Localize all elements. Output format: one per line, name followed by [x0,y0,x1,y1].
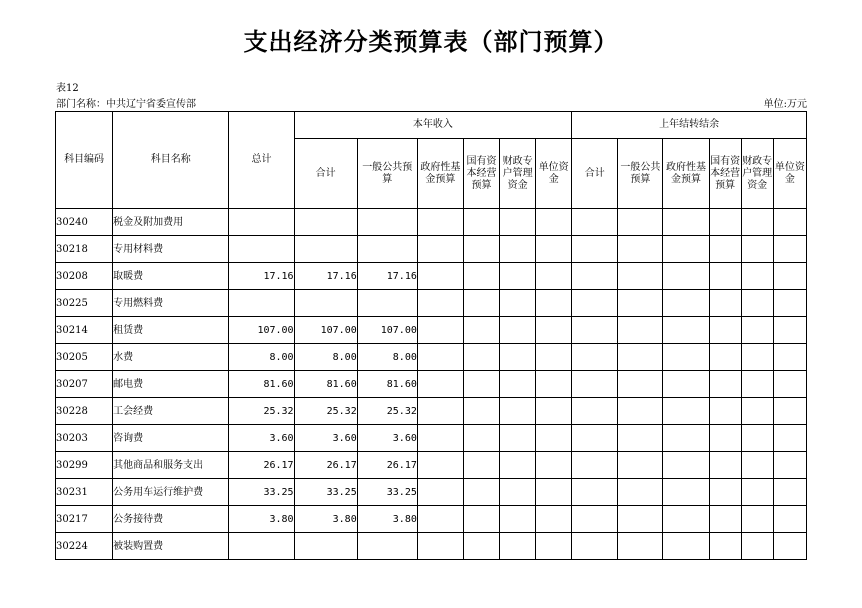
empty-cell [618,506,663,533]
empty-cell [417,344,463,371]
header-prev-sum: 合计 [572,139,618,209]
empty-cell [500,209,536,236]
row-sum: 33.25 [294,479,357,506]
empty-cell [572,236,618,263]
empty-cell [463,398,499,425]
empty-cell [463,371,499,398]
empty-cell [663,263,709,290]
row-total: 26.17 [229,452,294,479]
table-row [56,236,807,263]
empty-cell [463,533,499,560]
header-cur-state-capital: 国有资本经营预算 [463,139,499,209]
empty-cell [572,479,618,506]
row-name: 其他商品和服务支出 [113,452,229,479]
header-name: 科目名称 [113,112,229,209]
row-total: 17.16 [229,263,294,290]
empty-cell [572,506,618,533]
empty-cell [417,479,463,506]
empty-cell [536,317,572,344]
row-general: 17.16 [357,263,417,290]
empty-cell [500,425,536,452]
empty-cell [618,209,663,236]
empty-cell [663,425,709,452]
empty-cell [618,290,663,317]
row-code: 30228 [56,398,113,425]
empty-cell [618,344,663,371]
empty-cell [463,263,499,290]
row-sum: 3.60 [294,425,357,452]
empty-cell [536,263,572,290]
empty-cell [773,506,806,533]
row-sum: 25.32 [294,398,357,425]
budget-table [55,111,807,560]
table-number: 表12 [56,83,79,94]
empty-cell [463,344,499,371]
table-row [56,533,807,560]
empty-cell [773,479,806,506]
empty-cell [572,263,618,290]
empty-cell [417,398,463,425]
empty-cell [572,452,618,479]
header-current-income: 本年收入 [294,112,572,139]
empty-cell [536,533,572,560]
empty-cell [773,452,806,479]
empty-cell [618,398,663,425]
empty-cell [741,506,773,533]
row-sum: 81.60 [294,371,357,398]
row-sum [294,533,357,560]
empty-cell [709,290,741,317]
empty-cell [500,479,536,506]
row-total: 3.80 [229,506,294,533]
row-code: 30205 [56,344,113,371]
empty-cell [463,452,499,479]
row-code: 30240 [56,209,113,236]
header-cur-unit: 单位资金 [536,139,572,209]
row-total [229,236,294,263]
row-name: 取暖费 [113,263,229,290]
header-prev-state-capital: 国有资本经营预算 [709,139,741,209]
row-total: 25.32 [229,398,294,425]
page-title: 支出经济分类预算表（部门预算） [243,28,619,56]
row-total: 107.00 [229,317,294,344]
empty-cell [417,371,463,398]
empty-cell [572,533,618,560]
table-row [56,344,807,371]
empty-cell [500,452,536,479]
row-sum: 8.00 [294,344,357,371]
row-general: 26.17 [357,452,417,479]
row-general: 107.00 [357,317,417,344]
table-row [56,398,807,425]
empty-cell [618,371,663,398]
empty-cell [536,425,572,452]
row-name: 水费 [113,344,229,371]
empty-cell [536,209,572,236]
empty-cell [663,506,709,533]
row-general [357,290,417,317]
empty-cell [663,344,709,371]
empty-cell [463,506,499,533]
row-code: 30203 [56,425,113,452]
empty-cell [741,452,773,479]
row-code: 30208 [56,263,113,290]
department-name: 部门名称：中共辽宁省委宣传部 [56,99,196,110]
row-total: 3.60 [229,425,294,452]
empty-cell [663,452,709,479]
empty-cell [536,344,572,371]
empty-cell [709,506,741,533]
row-code: 30224 [56,533,113,560]
header-prev-general: 一般公共预算 [618,139,663,209]
empty-cell [463,290,499,317]
empty-cell [572,290,618,317]
header-code: 科目编码 [56,112,113,209]
row-general: 25.32 [357,398,417,425]
empty-cell [463,479,499,506]
empty-cell [500,290,536,317]
empty-cell [709,263,741,290]
empty-cell [741,479,773,506]
row-total [229,209,294,236]
empty-cell [536,506,572,533]
empty-cell [663,479,709,506]
empty-cell [709,425,741,452]
empty-cell [773,290,806,317]
empty-cell [773,317,806,344]
row-name: 邮电费 [113,371,229,398]
empty-cell [618,317,663,344]
row-general [357,236,417,263]
empty-cell [572,209,618,236]
empty-cell [618,425,663,452]
empty-cell [417,506,463,533]
header-cur-gov-fund: 政府性基金预算 [417,139,463,209]
empty-cell [773,344,806,371]
empty-cell [463,209,499,236]
row-general: 3.80 [357,506,417,533]
empty-cell [709,236,741,263]
empty-cell [500,506,536,533]
empty-cell [417,317,463,344]
empty-cell [572,317,618,344]
empty-cell [773,371,806,398]
empty-cell [536,479,572,506]
row-sum: 107.00 [294,317,357,344]
row-general: 81.60 [357,371,417,398]
row-sum: 26.17 [294,452,357,479]
empty-cell [417,263,463,290]
empty-cell [709,452,741,479]
empty-cell [773,263,806,290]
row-sum [294,290,357,317]
empty-cell [663,533,709,560]
empty-cell [741,371,773,398]
empty-cell [741,344,773,371]
empty-cell [663,371,709,398]
table-row [56,479,807,506]
empty-cell [536,236,572,263]
empty-cell [463,425,499,452]
empty-cell [773,236,806,263]
row-total: 81.60 [229,371,294,398]
row-code: 30217 [56,506,113,533]
empty-cell [500,236,536,263]
row-total: 33.25 [229,479,294,506]
header-cur-sum: 合计 [294,139,357,209]
empty-cell [663,398,709,425]
empty-cell [741,398,773,425]
empty-cell [417,533,463,560]
empty-cell [618,479,663,506]
row-name: 租赁费 [113,317,229,344]
empty-cell [709,371,741,398]
row-total: 8.00 [229,344,294,371]
empty-cell [618,533,663,560]
row-name: 专用材料费 [113,236,229,263]
empty-cell [618,452,663,479]
table-row [56,425,807,452]
empty-cell [417,425,463,452]
empty-cell [417,452,463,479]
row-general [357,209,417,236]
header-prev-unit: 单位资金 [773,139,806,209]
table-row [56,263,807,290]
empty-cell [536,290,572,317]
row-sum [294,236,357,263]
table-body [56,209,807,560]
empty-cell [500,344,536,371]
empty-cell [618,263,663,290]
empty-cell [773,209,806,236]
unit-label: 单位:万元 [763,99,807,110]
empty-cell [741,290,773,317]
empty-cell [417,236,463,263]
row-total [229,533,294,560]
row-name: 工会经费 [113,398,229,425]
row-code: 30218 [56,236,113,263]
empty-cell [741,425,773,452]
empty-cell [572,425,618,452]
row-name: 咨询费 [113,425,229,452]
empty-cell [536,452,572,479]
row-general: 3.60 [357,425,417,452]
empty-cell [741,209,773,236]
header-cur-general: 一般公共预算 [357,139,417,209]
empty-cell [417,290,463,317]
empty-cell [663,290,709,317]
empty-cell [536,398,572,425]
empty-cell [741,317,773,344]
row-name: 公务用车运行维护费 [113,479,229,506]
empty-cell [500,533,536,560]
empty-cell [572,398,618,425]
header-cur-fiscal-special: 财政专户管理资金 [500,139,536,209]
empty-cell [709,398,741,425]
empty-cell [572,344,618,371]
row-code: 30231 [56,479,113,506]
row-total [229,290,294,317]
empty-cell [572,371,618,398]
empty-cell [663,317,709,344]
empty-cell [463,317,499,344]
empty-cell [618,236,663,263]
header-total: 总计 [229,112,294,209]
row-code: 30207 [56,371,113,398]
row-sum: 17.16 [294,263,357,290]
empty-cell [709,479,741,506]
row-code: 30225 [56,290,113,317]
row-name: 被装购置费 [113,533,229,560]
row-general: 8.00 [357,344,417,371]
row-name: 公务接待费 [113,506,229,533]
empty-cell [709,317,741,344]
row-name: 税金及附加费用 [113,209,229,236]
header-prev-gov-fund: 政府性基金预算 [663,139,709,209]
table-row [56,506,807,533]
empty-cell [709,344,741,371]
table-row [56,290,807,317]
empty-cell [741,263,773,290]
empty-cell [773,533,806,560]
empty-cell [500,317,536,344]
empty-cell [663,236,709,263]
empty-cell [536,371,572,398]
empty-cell [773,425,806,452]
row-code: 30299 [56,452,113,479]
row-sum: 3.80 [294,506,357,533]
header-prev-carryover: 上年结转结余 [572,112,807,139]
empty-cell [417,209,463,236]
empty-cell [773,398,806,425]
row-sum [294,209,357,236]
empty-cell [741,236,773,263]
empty-cell [663,209,709,236]
row-general [357,533,417,560]
row-code: 30214 [56,317,113,344]
table-row [56,452,807,479]
empty-cell [709,209,741,236]
empty-cell [500,398,536,425]
table-row [56,317,807,344]
row-name: 专用燃料费 [113,290,229,317]
empty-cell [709,533,741,560]
empty-cell [500,263,536,290]
empty-cell [741,533,773,560]
empty-cell [500,371,536,398]
empty-cell [463,236,499,263]
row-general: 33.25 [357,479,417,506]
table-row [56,209,807,236]
table-row [56,371,807,398]
header-prev-fiscal-special: 财政专户管理资金 [741,139,773,209]
